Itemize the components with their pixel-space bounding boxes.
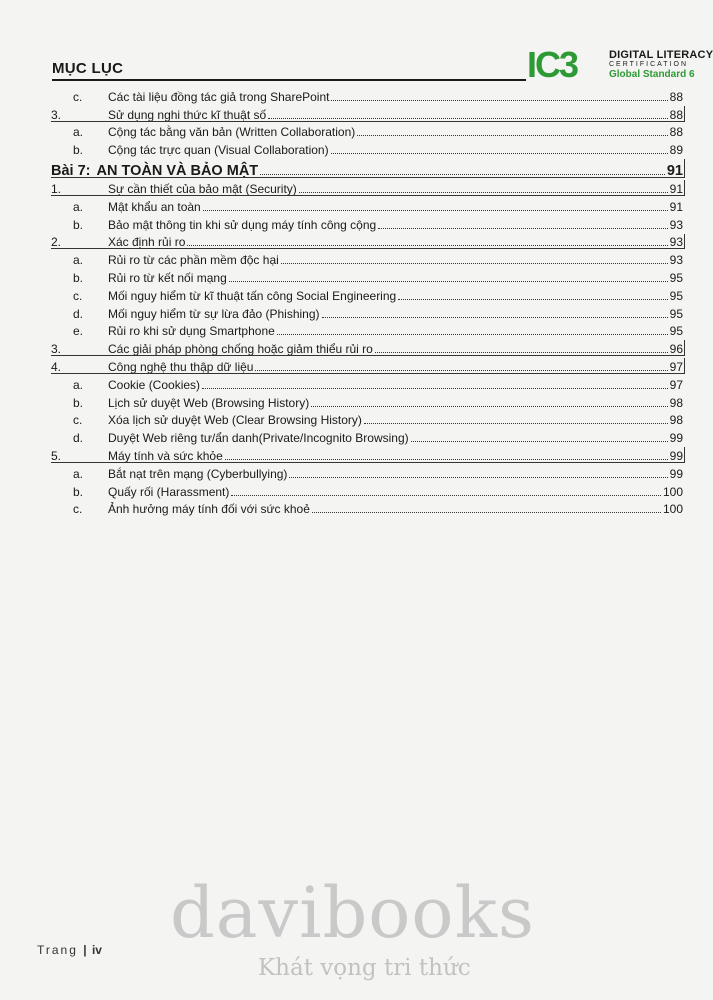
logo-mark: IC3 xyxy=(527,44,578,85)
footer-page-number: iv xyxy=(91,943,102,957)
toc-leader-dots xyxy=(299,192,668,193)
toc-page-number: 95 xyxy=(669,270,683,285)
toc-page-number: 100 xyxy=(662,484,683,499)
toc-title: Mối nguy hiểm từ kĩ thuật tấn công Social Engineering xyxy=(108,288,397,303)
footer-prefix: Trang xyxy=(37,943,78,957)
toc-page-number: 88 xyxy=(669,89,683,104)
toc-number: b. xyxy=(73,217,84,232)
toc-leader-dots xyxy=(398,299,667,300)
toc-page-number: 93 xyxy=(669,217,683,232)
toc-title: Sử dụng nghi thức kĩ thuật số xyxy=(108,107,267,122)
toc-row-sub xyxy=(51,86,685,104)
toc-leader-dots xyxy=(277,334,668,335)
toc-leader-dots xyxy=(260,174,665,175)
toc-number: d. xyxy=(73,431,84,446)
toc-number: 1. xyxy=(51,181,62,196)
toc-page-number: 95 xyxy=(669,306,683,321)
toc-leader-dots xyxy=(203,210,668,211)
toc-number: b. xyxy=(73,484,84,499)
toc-number: b. xyxy=(73,270,84,285)
toc-title: Máy tính và sức khỏe xyxy=(108,448,223,463)
toc-title: Cộng tác trực quan (Visual Collaboration) xyxy=(108,143,329,158)
toc-row-lesson xyxy=(51,157,685,178)
toc-number: a. xyxy=(73,377,84,392)
toc-header-title: MỤC LỤC xyxy=(52,60,124,77)
toc-row-sub xyxy=(51,321,685,339)
toc-title: Quấy rối (Harassment) xyxy=(108,484,230,499)
toc-row-sub xyxy=(51,285,685,303)
toc-title: Các tài liệu đồng tác giả trong SharePoint xyxy=(108,89,330,104)
toc-row-sub xyxy=(51,303,685,321)
toc-title: Công nghệ thu thập dữ liệu xyxy=(108,359,254,374)
toc-row-sub xyxy=(51,427,685,445)
toc-row-sub xyxy=(51,139,685,157)
toc-leader-dots xyxy=(311,406,667,407)
toc-row-sub xyxy=(51,374,685,392)
toc-number: 2. xyxy=(51,235,62,250)
toc-number: 4. xyxy=(51,359,62,374)
toc-leader-dots xyxy=(231,495,661,496)
toc-title: Bắt nạt trên mạng (Cyberbullying) xyxy=(108,466,288,481)
toc-number: d. xyxy=(73,306,84,321)
toc-row-sub xyxy=(51,499,685,517)
toc-number: c. xyxy=(73,288,83,303)
logo-line3: Global Standard 6 xyxy=(609,69,695,80)
toc-title: Rủi ro từ các phần mềm độc hại xyxy=(108,253,279,268)
toc-leader-dots xyxy=(225,459,668,460)
toc-title: Xóa lịch sử duyệt Web (Clear Browsing History) xyxy=(108,413,362,428)
toc-leader-dots xyxy=(411,441,668,442)
toc-number: c. xyxy=(73,502,83,517)
toc-page-number: 95 xyxy=(669,288,683,303)
toc-title: Bảo mật thông tin khi sử dụng máy tính công cộng xyxy=(108,217,377,232)
toc-page-number: 97 xyxy=(669,359,683,374)
toc-title: Rủi ro khi sử dụng Smartphone xyxy=(108,324,275,339)
toc-row-sub xyxy=(51,410,685,428)
toc-page-number: 96 xyxy=(669,342,683,357)
toc-title: AN TOÀN VÀ BẢO MẬT xyxy=(96,163,259,180)
toc-title: Mật khẩu an toàn xyxy=(108,199,201,214)
toc-row-sec xyxy=(51,356,685,374)
toc-number: 3. xyxy=(51,342,62,357)
ic3-logo xyxy=(527,44,713,85)
toc-number: 5. xyxy=(51,448,62,463)
watermark-tagline: Khát vọng tri thức xyxy=(258,955,471,981)
toc-number: b. xyxy=(73,395,84,410)
watermark-brand: davibooks xyxy=(170,872,535,954)
toc-row-sub xyxy=(51,249,685,267)
toc-page-number: 99 xyxy=(669,466,683,481)
page-footer xyxy=(37,943,102,957)
toc-leader-dots xyxy=(331,153,668,154)
toc-number: a. xyxy=(73,199,84,214)
toc-title: Xác định rủi ro xyxy=(108,235,186,250)
toc-page-number: 100 xyxy=(662,502,683,517)
toc-page-number: 91 xyxy=(666,163,683,180)
toc-page-number: 88 xyxy=(669,107,683,122)
toc-title: Các giải pháp phòng chống hoặc giảm thiểu rủi ro xyxy=(108,342,373,357)
table-of-contents xyxy=(51,86,685,516)
toc-number: a. xyxy=(73,466,84,481)
header-rule xyxy=(52,79,526,81)
toc-leader-dots xyxy=(289,477,667,478)
toc-page-number: 98 xyxy=(669,395,683,410)
toc-row-sub xyxy=(51,463,685,481)
toc-row-sub xyxy=(51,481,685,499)
toc-page-number: 88 xyxy=(669,125,683,140)
toc-leader-dots xyxy=(187,245,667,246)
toc-row-sub xyxy=(51,122,685,140)
toc-leader-dots xyxy=(322,317,668,318)
toc-page-number: 97 xyxy=(669,377,683,392)
toc-leader-dots xyxy=(268,118,667,119)
toc-page-number: 99 xyxy=(669,431,683,446)
toc-row-sub xyxy=(51,392,685,410)
toc-number: b. xyxy=(73,143,84,158)
toc-page-number: 98 xyxy=(669,413,683,428)
toc-title: Ảnh hưởng máy tính đối với sức khoẻ xyxy=(108,502,310,517)
toc-number: a. xyxy=(73,125,84,140)
toc-row-sec xyxy=(51,178,685,196)
toc-page-number: 99 xyxy=(669,448,683,463)
toc-title: Cộng tác bằng văn bản (Written Collaboration) xyxy=(108,125,356,140)
toc-page-number: 89 xyxy=(669,143,683,158)
toc-title: Mối nguy hiểm từ sự lừa đảo (Phishing) xyxy=(108,306,320,321)
toc-number: Bài 7: xyxy=(51,163,91,180)
footer-separator: | xyxy=(83,943,87,957)
logo-line1: DIGITAL LITERACY xyxy=(609,49,713,61)
toc-row-sec xyxy=(51,445,685,463)
toc-title: Sự cần thiết của bảo mật (Security) xyxy=(108,181,297,196)
toc-page-number: 93 xyxy=(669,253,683,268)
logo-line2: CERTIFICATION xyxy=(609,61,689,68)
toc-leader-dots xyxy=(229,281,668,282)
toc-page-number: 91 xyxy=(669,181,683,196)
toc-leader-dots xyxy=(378,228,667,229)
toc-leader-dots xyxy=(281,263,668,264)
toc-title: Lịch sử duyệt Web (Browsing History) xyxy=(108,395,310,410)
toc-row-sub xyxy=(51,196,685,214)
toc-leader-dots xyxy=(255,370,667,371)
toc-leader-dots xyxy=(364,423,668,424)
toc-title: Cookie (Cookies) xyxy=(108,377,201,392)
toc-row-sub xyxy=(51,214,685,232)
toc-page-number: 95 xyxy=(669,324,683,339)
toc-leader-dots xyxy=(312,512,661,513)
toc-leader-dots xyxy=(202,388,668,389)
toc-number: e. xyxy=(73,324,84,339)
toc-title: Duyệt Web riêng tư/ẩn danh(Private/Incognito Browsing) xyxy=(108,431,409,446)
toc-leader-dots xyxy=(331,100,667,101)
toc-number: a. xyxy=(73,253,84,268)
toc-row-sub xyxy=(51,267,685,285)
toc-row-sec xyxy=(51,232,685,250)
toc-title: Rủi ro từ kết nối mạng xyxy=(108,270,227,285)
toc-page-number: 91 xyxy=(669,199,683,214)
toc-row-sec xyxy=(51,104,685,122)
toc-row-sec xyxy=(51,338,685,356)
toc-number: 3. xyxy=(51,107,62,122)
toc-leader-dots xyxy=(375,352,668,353)
toc-leader-dots xyxy=(357,135,667,136)
toc-page-number: 93 xyxy=(669,235,683,250)
toc-number: c. xyxy=(73,413,83,428)
toc-number: c. xyxy=(73,89,83,104)
